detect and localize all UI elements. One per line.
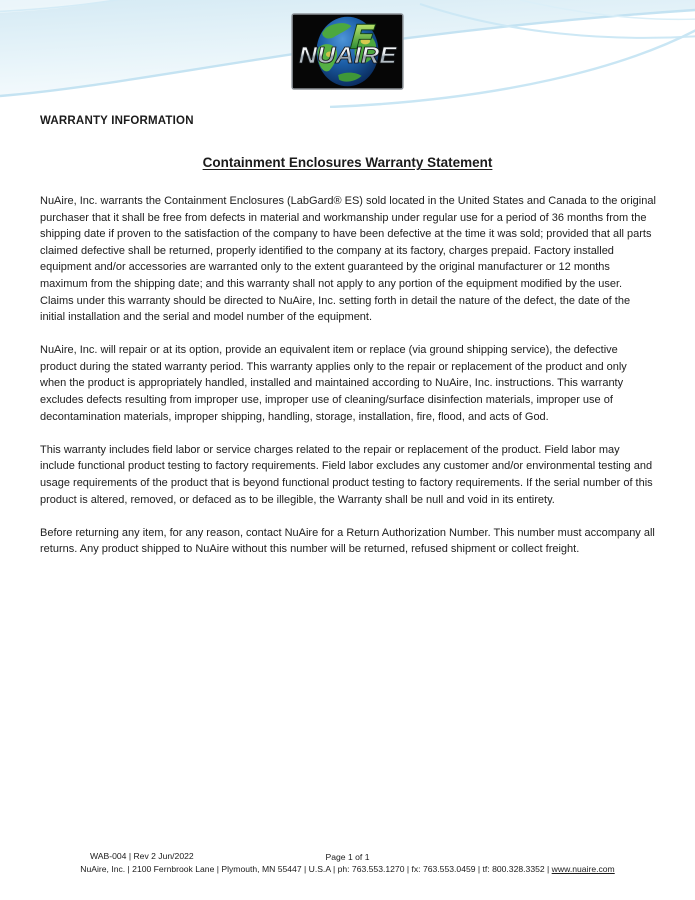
warranty-paragraph-1: NuAire, Inc. warrants the Containment Enclosures (LabGard® ES) sold located in the United States and Canada to the original purchaser that it shall be free from defects in material and workmanship under regular use for a period of 36 months from the shipping date if proven to the satisfaction of the company to have been defective at the time it was sold; provided that all parts claimed defective shall be returned, properly identified to the company at its factory, charges prepaid. Factory installed equipment and/or accessories are warranted only to the extent guaranteed by the original manufacturer or 12 months maximum from the shipping date; and this warranty shall not apply to any portion of the equipment modified by the user. Claims under this warranty should be directed to NuAire, Inc. setting forth in detail the nature of the defect, the date of the initial installation and the serial and model number of the equipment. [40,195,656,324]
section-label: WARRANTY INFORMATION [40,115,194,127]
website-link[interactable]: www.nuaire.com [551,864,615,874]
warranty-paragraph-2: NuAire, Inc. will repair or at its option, provide an equivalent item or replace (via ground shipping service), the defective product during the stated warranty period. This warranty applies only to the repair or replacement of the product and only when the product is appropriately handled, installed and maintained according to NuAire, Inc. instructions. This warranty excludes defects resulting from improper use, improper use of cleaning/surface disinfection materials, improper use of decontamination materials, improper shipping, handling, storage, installation, fire, flood, and acts of God. [40,344,627,423]
footer-meta-row [0,851,695,863]
warranty-paragraph-4: Before returning any item, for any reason, contact NuAire for a Return Authorization Number. This number must accompany all returns. Any product shipped to NuAire without this number will be returned, refused shipment or collect freight. [40,526,655,556]
warranty-paragraph-3: This warranty includes field labor or service charges related to the repair or replacement of the product. Field labor may include functional product testing to factory requirements. Field labor excludes any customer and/or environmental testing and usage requirements of the product that is beyond functional product testing to factory requirements. If the serial number of this product is altered, removed, or defaced as to be illegible, the Warranty shall be null and void in its entirety. [40,443,653,506]
footer-address-text: NuAire, Inc. | 2100 Fernbrook Lane | Plymouth, MN 55447 | U.S.A | ph: 763.553.1270 | fx: 763.553.0459 | tf: 800.328.3352 | [80,864,552,874]
warranty-body [40,193,656,574]
nuaire-logo-text: NUAIRE [298,41,398,68]
page-number: Page 1 of 1 [325,852,370,862]
doc-reference: WAB-004 | Rev 2 Jun/2022 [90,851,194,861]
page-title: Containment Enclosures Warranty Statement [202,155,493,170]
nuaire-logo-graphic [291,13,404,90]
footer-address-row [0,864,695,874]
nuaire-logo [291,13,404,90]
page-footer [0,848,695,900]
